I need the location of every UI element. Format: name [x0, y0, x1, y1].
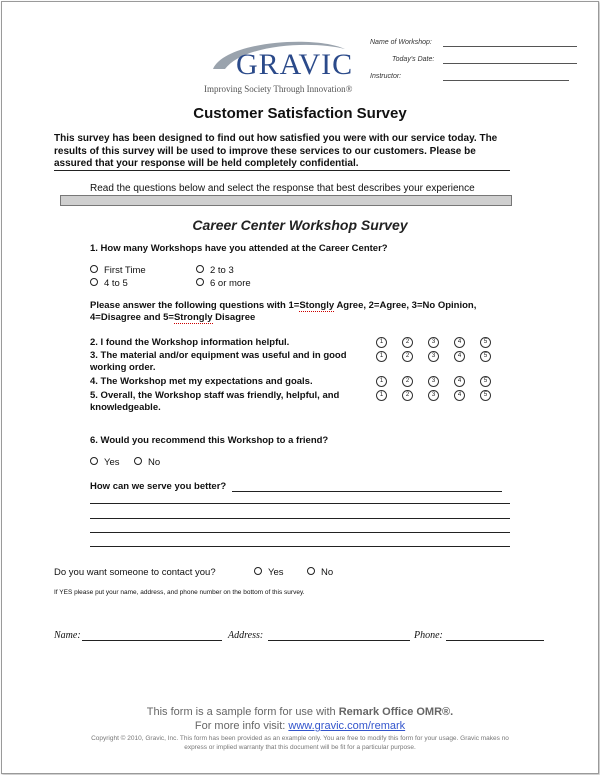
radio-icon	[90, 265, 98, 273]
q2-bubble-3[interactable]: 3	[428, 337, 439, 348]
instructions-text: Read the questions below and select the response that best describes your experience	[90, 183, 475, 194]
radio-icon	[196, 265, 204, 273]
serve-better-line-1[interactable]	[232, 491, 502, 492]
gravic-wordmark: GRAVIC	[236, 48, 354, 81]
gravic-tagline: Improving Society Through Innovation®	[204, 84, 353, 94]
q4-bubble-4[interactable]: 4	[454, 376, 465, 387]
question-4: 4. The Workshop met my expectations and goals.	[90, 376, 313, 387]
question-1: 1. How many Workshops have you attended at the Career Center?	[90, 243, 388, 254]
q2-bubble-4[interactable]: 4	[454, 337, 465, 348]
workshop-name-field[interactable]	[443, 46, 577, 47]
instructor-label: Instructor:	[370, 73, 402, 80]
radio-icon	[254, 567, 262, 575]
q4-bubble-1[interactable]: 1	[376, 376, 387, 387]
q6-option-no[interactable]: No	[134, 457, 160, 468]
footer-more-info: For more info visit: www.gravic.com/remark	[194, 720, 406, 732]
todays-date-field[interactable]	[443, 63, 577, 64]
q1-option-2-to-3[interactable]: 2 to 3	[196, 265, 234, 276]
serve-better-label: How can we serve you better?	[90, 481, 227, 492]
q4-bubble-2[interactable]: 2	[402, 376, 413, 387]
radio-icon	[90, 278, 98, 286]
survey-title: Customer Satisfaction Survey	[193, 105, 407, 122]
phone-label: Phone:	[414, 630, 443, 641]
q3-bubble-3[interactable]: 3	[428, 351, 439, 362]
serve-better-line-3[interactable]	[90, 518, 510, 519]
question-3: 3. The material and/or equipment was useful and in good working order.	[90, 350, 347, 373]
instructor-field[interactable]	[443, 80, 569, 81]
q4-bubble-3[interactable]: 3	[428, 376, 439, 387]
serve-better-line-2[interactable]	[90, 503, 510, 504]
q3-bubble-1[interactable]: 1	[376, 351, 387, 362]
radio-icon	[196, 278, 204, 286]
address-field[interactable]	[268, 640, 410, 641]
question-5: 5. Overall, the Workshop staff was friendly, helpful, and knowledgeable.	[90, 390, 340, 413]
q3-bubble-4[interactable]: 4	[454, 351, 465, 362]
name-label: Name:	[54, 630, 81, 641]
q3-bubble-5[interactable]: 5	[480, 351, 491, 362]
footer-sample-note: This form is a sample form for use with Remark Office OMR®.	[146, 706, 454, 718]
address-label: Address:	[228, 630, 264, 641]
radio-icon	[307, 567, 315, 575]
q5-bubble-2[interactable]: 2	[402, 390, 413, 401]
q6-option-yes[interactable]: Yes	[90, 457, 120, 468]
instructions-band	[60, 195, 512, 206]
name-field[interactable]	[82, 640, 222, 641]
q1-option-4-to-5[interactable]: 4 to 5	[90, 278, 128, 289]
remark-link[interactable]: www.gravic.com/remark	[288, 720, 406, 732]
q4-bubble-5[interactable]: 5	[480, 376, 491, 387]
question-6: 6. Would you recommend this Workshop to a friend?	[90, 435, 329, 446]
section-subtitle: Career Center Workshop Survey	[192, 217, 408, 233]
contact-question: Do you want someone to contact you?	[54, 567, 216, 578]
copyright-note: Copyright © 2010, Gravic, Inc. This form has been provided as an example only. You are free to modify this form for your usage. Gravic makes no express or implied warranty that this document will be fit for a particular purpose.	[91, 735, 509, 751]
q5-bubble-4[interactable]: 4	[454, 390, 465, 401]
q5-bubble-5[interactable]: 5	[480, 390, 491, 401]
q1-option-first-time[interactable]: First Time	[90, 265, 146, 276]
scale-instructions-line2: 4=Disagree and 5=Strongly Disagree	[90, 312, 256, 323]
question-2: 2. I found the Workshop information helpful.	[90, 337, 290, 348]
q5-bubble-1[interactable]: 1	[376, 390, 387, 401]
serve-better-line-5[interactable]	[90, 546, 510, 547]
q5-bubble-3[interactable]: 3	[428, 390, 439, 401]
radio-icon	[134, 457, 142, 465]
todays-date-label: Today's Date:	[392, 56, 435, 63]
workshop-name-label: Name of Workshop:	[370, 39, 432, 46]
contact-option-yes[interactable]: Yes	[254, 567, 284, 578]
intro-underline	[54, 170, 510, 171]
if-yes-note: If YES please put your name, address, and phone number on the bottom of this survey.	[54, 589, 305, 596]
q2-bubble-2[interactable]: 2	[402, 337, 413, 348]
survey-intro: This survey has been designed to find out how satisfied you were with our service today. The results of this survey will be used to improve these services to our customers. Please be assured that your response will be held completely confidential.	[54, 133, 498, 169]
q1-option-6-or-more[interactable]: 6 or more	[196, 278, 251, 289]
phone-field[interactable]	[446, 640, 544, 641]
q2-bubble-5[interactable]: 5	[480, 337, 491, 348]
serve-better-line-4[interactable]	[90, 532, 510, 533]
radio-icon	[90, 457, 98, 465]
contact-option-no[interactable]: No	[307, 567, 333, 578]
q3-bubble-2[interactable]: 2	[402, 351, 413, 362]
q2-bubble-1[interactable]: 1	[376, 337, 387, 348]
scale-instructions-line1: Please answer the following questions with 1=Stongly Agree, 2=Agree, 3=No Opinion,	[90, 300, 477, 311]
